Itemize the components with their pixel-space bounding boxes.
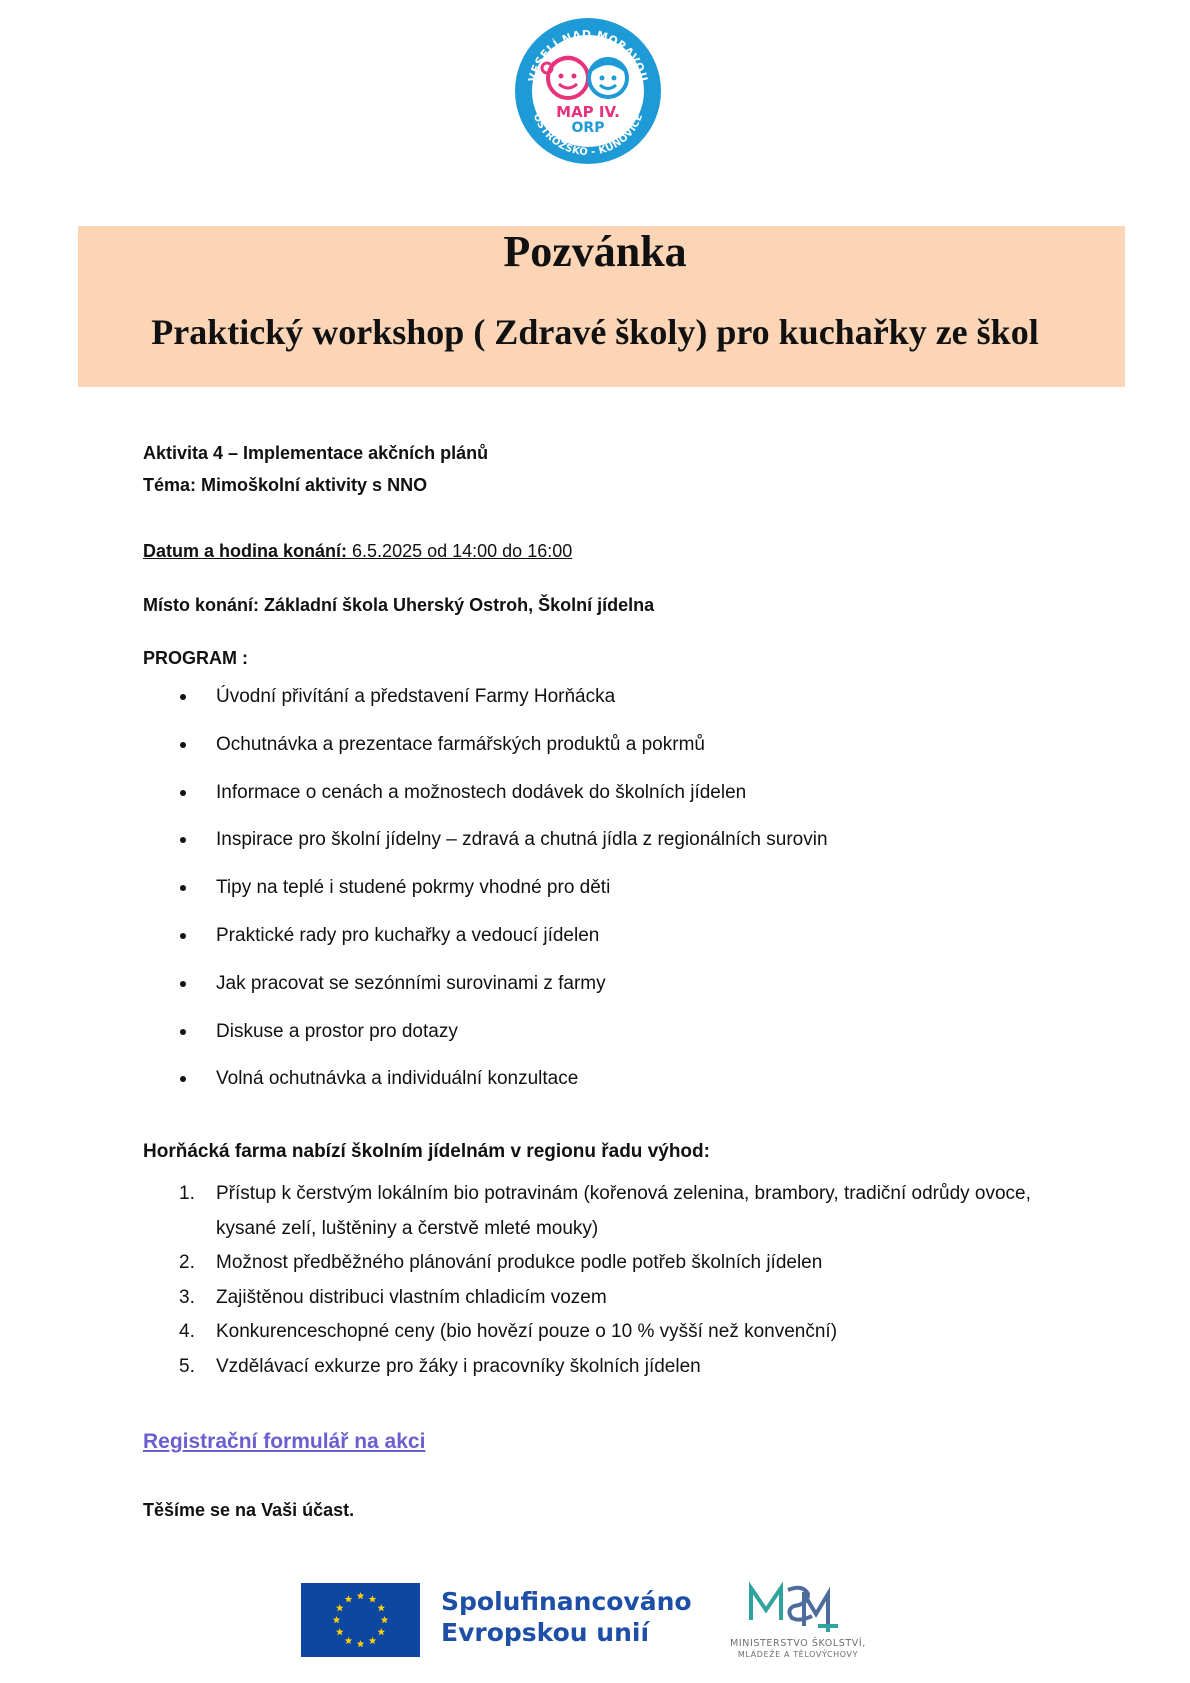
date-line: [143, 541, 572, 562]
program-item: [143, 1068, 1043, 1116]
msmt-logo: [708, 1580, 888, 1660]
logo-arc-bottom-text: OSTROŽSKO - KUNOVICE: [530, 112, 646, 159]
program-item-text: Praktické rady pro kuchařky a vedoucí jídelen: [216, 924, 600, 946]
benefit-number: 3.: [179, 1286, 195, 1308]
bullet-icon: [180, 694, 186, 700]
program-heading: PROGRAM :: [143, 648, 248, 668]
topic-line: Téma: Mimoškolní aktivity s NNO: [143, 475, 428, 495]
benefit-number: 2.: [179, 1252, 195, 1274]
eu-flag-icon: [301, 1583, 420, 1657]
bullet-icon: [180, 1076, 186, 1082]
program-item: [143, 973, 1043, 1021]
map-iv-orp-logo: [513, 16, 663, 166]
bullet-icon: [180, 790, 186, 796]
program-item: [143, 686, 1043, 734]
benefit-text: Zajištěnou distribuci vlastním chladicím vozem: [216, 1286, 607, 1308]
program-item: [143, 1021, 1043, 1069]
msmt-monogram-icon: [751, 1588, 838, 1632]
benefit-item: [143, 1281, 1083, 1316]
benefit-number: 1.: [179, 1183, 195, 1204]
logo-map-text: MAP IV.: [556, 103, 620, 121]
logo-orp-text: ORP: [571, 120, 605, 136]
date-label: Datum a hodina konání:: [143, 541, 348, 561]
page-subtitle: Praktický workshop ( Zdravé školy) pro kuchařky ze škol: [151, 312, 1039, 352]
program-item-text: Informace o cenách a možnostech dodávek do školních jídelen: [216, 781, 747, 803]
benefit-text: Vzdělávací exkurze pro žáky i pracovníky školních jídelen: [216, 1355, 701, 1377]
benefit-item: [143, 1177, 1083, 1246]
program-item-text: Volná ochutnávka a individuální konzultace: [216, 1068, 579, 1090]
bullet-icon: [180, 933, 186, 939]
eu-line2: Evropskou unií: [441, 1618, 650, 1647]
bullet-icon: [180, 837, 186, 843]
program-item-text: Ochutnávka a prezentace farmářských produktů a pokrmů: [216, 733, 705, 755]
date-value: 6.5.2025 od 14:00 do 16:00: [352, 541, 573, 561]
benefit-text: Přístup k čerstvým lokálním bio potravinám (kořenová zelenina, brambory, tradiční odrůdy ovoce, kysané zelí, luštěniny a čerstvě mleté mouky): [216, 1183, 1031, 1239]
msmt-line2: MLÁDEŽE A TĚLOVÝCHOVY: [737, 1650, 859, 1659]
place-line: Místo konání: Základní škola Uherský Ostroh, Školní jídelna: [143, 595, 655, 615]
program-item: [143, 829, 1043, 877]
benefit-number: 5.: [179, 1355, 195, 1377]
program-item-text: Inspirace pro školní jídelny – zdravá a chutná jídla z regionálních surovin: [216, 829, 828, 851]
activity-line: Aktivita 4 – Implementace akčních plánů: [143, 443, 489, 463]
program-item: [143, 925, 1043, 973]
program-item-text: Tipy na teplé i studené pokrmy vhodné pro děti: [216, 877, 611, 899]
benefit-item: [143, 1246, 1083, 1281]
benefit-item: [143, 1315, 1083, 1350]
benefit-item: [143, 1350, 1083, 1385]
program-item: [143, 734, 1043, 782]
registration-link[interactable]: Registrační formulář na akci: [143, 1430, 426, 1453]
eu-line1: Spolufinancováno: [441, 1587, 692, 1616]
closing-text: Těšíme se na Vaši účast.: [143, 1500, 355, 1520]
program-list: [143, 686, 1043, 1116]
benefits-list: [143, 1177, 1083, 1385]
program-item: [143, 877, 1043, 925]
bullet-icon: [180, 981, 186, 987]
logo-arc-top-text: VESELÍ NAD MORAVOU: [525, 27, 651, 84]
benefit-number: 4.: [179, 1321, 195, 1343]
benefit-text: Možnost předběžného plánování produkce podle potřeb školních jídelen: [216, 1252, 823, 1274]
page-title: Pozvánka: [503, 227, 687, 276]
msmt-line1: MINISTERSTVO ŠKOLSTVÍ,: [730, 1638, 866, 1649]
program-item-text: Jak pracovat se sezónními surovinami z farmy: [216, 972, 606, 994]
bullet-icon: [180, 1029, 186, 1035]
bullet-icon: [180, 885, 186, 891]
benefits-heading: Horňácká farma nabízí školním jídelnám v regionu řadu výhod:: [143, 1141, 710, 1162]
bullet-icon: [180, 742, 186, 748]
program-item-text: Úvodní přivítání a představení Farmy Horňácka: [216, 686, 616, 707]
program-item-text: Diskuse a prostor pro dotazy: [216, 1020, 458, 1042]
eu-cofinancing-text: [441, 1586, 692, 1648]
program-item: [143, 782, 1043, 830]
benefit-text: Konkurenceschopné ceny (bio hovězí pouze o 10 % vyšší než konvenční): [216, 1321, 838, 1343]
